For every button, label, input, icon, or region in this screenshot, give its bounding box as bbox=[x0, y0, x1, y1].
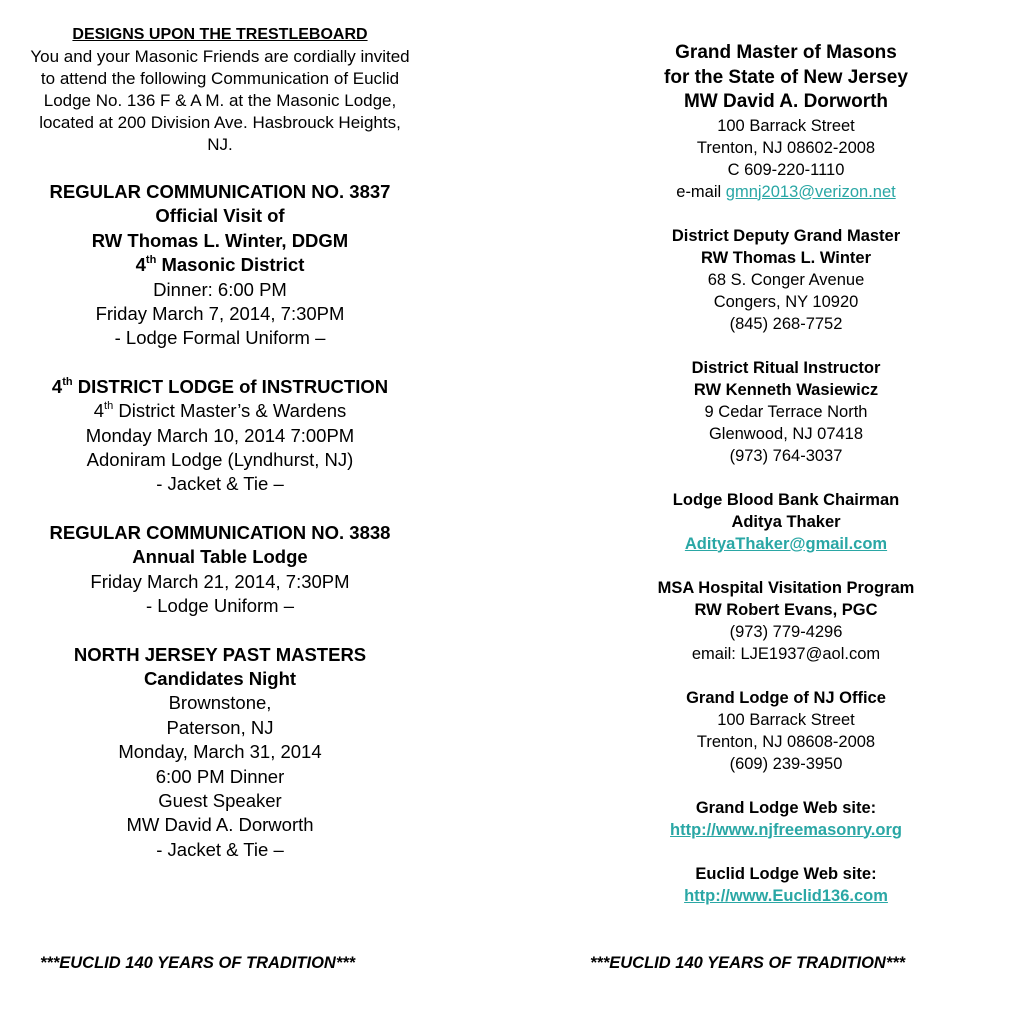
event-date: Friday March 7, 2014, 7:30PM bbox=[95, 303, 345, 325]
ddgm-block bbox=[586, 225, 986, 335]
ritual-instructor-block bbox=[586, 357, 986, 467]
footer-tagline-left: ***EUCLID 140 YEARS OF TRADITION*** bbox=[40, 954, 356, 972]
right-column bbox=[586, 41, 986, 907]
event-subtitle: Official Visit of bbox=[155, 205, 285, 227]
grand-lodge-office-block bbox=[586, 687, 986, 775]
invitation-line: located at 200 Division Ave. Hasbrouck Heights, bbox=[39, 113, 401, 132]
event-dinner: Dinner: 6:00 PM bbox=[153, 278, 287, 300]
event-dress: - Jacket & Tie – bbox=[156, 838, 284, 860]
block-title: Grand Lodge Web site: bbox=[695, 798, 877, 817]
block-title: District Deputy Grand Master bbox=[671, 226, 901, 245]
block-name: MW David A. Dorworth bbox=[683, 91, 889, 112]
event-date: Friday March 21, 2014, 7:30PM bbox=[90, 570, 350, 592]
block-address: 100 Barrack Street bbox=[717, 710, 855, 729]
event-date: Monday March 10, 2014 7:00PM bbox=[85, 424, 355, 446]
event-place: Adoniram Lodge (Lyndhurst, NJ) bbox=[86, 449, 354, 471]
block-phone: (845) 268-7752 bbox=[729, 314, 843, 333]
event-dress: - Jacket & Tie – bbox=[156, 473, 284, 495]
email-link[interactable]: gmnj2013@verizon.net bbox=[725, 182, 896, 201]
block-name: RW Kenneth Wasiewicz bbox=[693, 380, 879, 399]
event-visitor: RW Thomas L. Winter, DDGM bbox=[91, 229, 349, 251]
block-phone: C 609-220-1110 bbox=[727, 160, 845, 179]
block-email: e-mail gmnj2013@verizon.net bbox=[676, 182, 896, 201]
left-column bbox=[10, 24, 430, 862]
event-title: 4th DISTRICT LODGE of INSTRUCTION bbox=[51, 375, 389, 397]
block-address: 9 Cedar Terrace North bbox=[704, 402, 868, 421]
block-address: Congers, NY 10920 bbox=[713, 292, 859, 311]
block-address: Trenton, NJ 08608-2008 bbox=[696, 732, 876, 751]
invitation-line: NJ. bbox=[207, 135, 233, 154]
event-title: REGULAR COMMUNICATION NO. 3838 bbox=[49, 521, 391, 543]
block-name: RW Robert Evans, PGC bbox=[694, 600, 878, 619]
invitation-text bbox=[10, 46, 430, 156]
block-phone: (973) 779-4296 bbox=[729, 622, 843, 641]
block-address: 100 Barrack Street bbox=[717, 116, 855, 135]
event-place: Brownstone, bbox=[168, 692, 272, 714]
email-link[interactable]: AdityaThaker@gmail.com bbox=[684, 534, 888, 553]
invitation-line: to attend the following Communication of Euclid bbox=[40, 69, 400, 88]
block-address: Trenton, NJ 08602-2008 bbox=[696, 138, 876, 157]
event-speaker-label: Guest Speaker bbox=[158, 789, 282, 811]
invitation-line: You and your Masonic Friends are cordially invited bbox=[30, 47, 410, 66]
block-title: MSA Hospital Visitation Program bbox=[657, 578, 915, 597]
block-phone: (609) 239-3950 bbox=[729, 754, 843, 773]
event-dress: - Lodge Uniform – bbox=[145, 595, 295, 617]
block-name: Aditya Thaker bbox=[731, 512, 841, 531]
event-regular-communication-3837 bbox=[10, 180, 430, 351]
block-title: District Ritual Instructor bbox=[691, 358, 881, 377]
footer-tagline-right: ***EUCLID 140 YEARS OF TRADITION*** bbox=[590, 954, 906, 972]
event-title: NORTH JERSEY PAST MASTERS bbox=[73, 643, 367, 665]
event-district: 4th Masonic District bbox=[135, 254, 305, 276]
block-phone: (973) 764-3037 bbox=[729, 446, 843, 465]
block-email: email: LJE1937@aol.com bbox=[691, 644, 881, 663]
block-title: Grand Master of Masons bbox=[675, 42, 897, 63]
website-link[interactable]: http://www.Euclid136.com bbox=[684, 886, 888, 905]
block-address: Glenwood, NJ 07418 bbox=[708, 424, 864, 443]
invitation-line: Lodge No. 136 F & A M. at the Masonic Lodge, bbox=[43, 91, 397, 110]
block-title: Lodge Blood Bank Chairman bbox=[672, 490, 900, 509]
event-subtitle: Candidates Night bbox=[143, 667, 297, 689]
event-subtitle: 4th District Master’s & Wardens bbox=[93, 400, 347, 422]
block-title: Euclid Lodge Web site: bbox=[695, 864, 877, 883]
event-subtitle: Annual Table Lodge bbox=[132, 546, 308, 568]
block-title: Grand Lodge of NJ Office bbox=[686, 688, 886, 707]
event-regular-communication-3838 bbox=[10, 521, 430, 619]
grand-lodge-web-block bbox=[586, 797, 986, 841]
block-address: 68 S. Conger Avenue bbox=[707, 270, 865, 289]
blood-bank-block bbox=[586, 489, 986, 555]
event-date: Monday, March 31, 2014 bbox=[118, 741, 322, 763]
trestleboard-header: DESIGNS UPON THE TRESTLEBOARD bbox=[72, 26, 368, 43]
event-speaker: MW David A. Dorworth bbox=[126, 814, 314, 836]
msa-block bbox=[586, 577, 986, 665]
website-link[interactable]: http://www.njfreemasonry.org bbox=[670, 820, 902, 839]
event-title: REGULAR COMMUNICATION NO. 3837 bbox=[49, 181, 391, 202]
event-district-lodge-of-instruction bbox=[10, 375, 430, 497]
event-north-jersey-past-masters bbox=[10, 643, 430, 863]
grand-master-block bbox=[586, 41, 986, 203]
block-name: RW Thomas L. Winter bbox=[700, 248, 872, 267]
event-dress: - Lodge Formal Uniform – bbox=[114, 327, 326, 349]
event-dinner: 6:00 PM Dinner bbox=[155, 765, 285, 787]
block-title: for the State of New Jersey bbox=[664, 66, 908, 88]
event-place: Paterson, NJ bbox=[166, 716, 274, 738]
euclid-web-block bbox=[586, 863, 986, 907]
